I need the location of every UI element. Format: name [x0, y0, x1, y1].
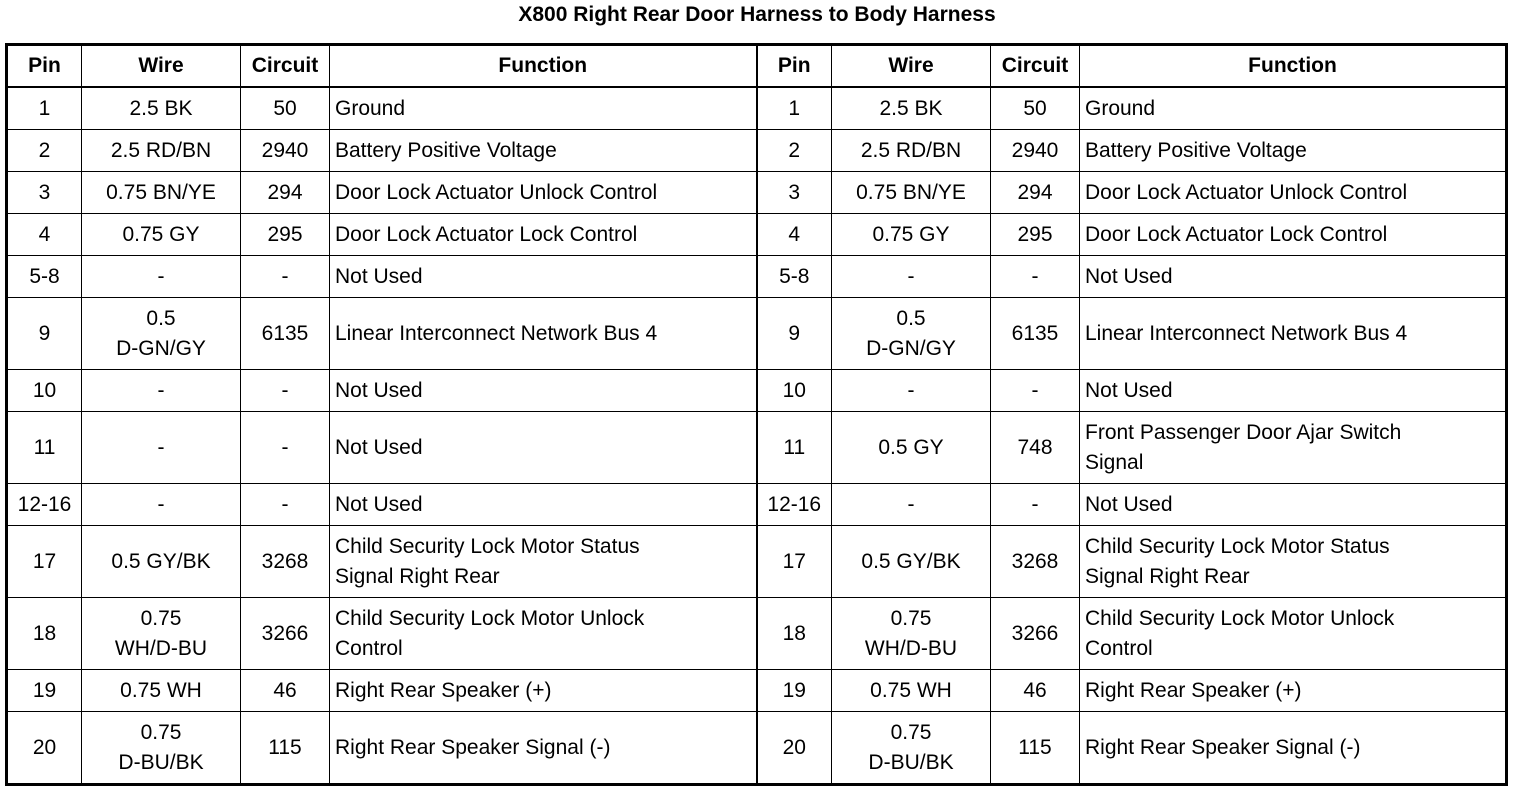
function-cell: Right Rear Speaker (+): [1080, 670, 1507, 712]
circuit-cell: 6135: [991, 298, 1080, 370]
table-row: [7, 214, 1507, 256]
function-cell: Ground: [1080, 87, 1507, 130]
circuit-cell: -: [241, 412, 330, 484]
circuit-cell: 3268: [241, 526, 330, 598]
wire-cell: 0.5 D-GN/GY: [82, 298, 241, 370]
circuit-cell: 295: [241, 214, 330, 256]
circuit-cell: 46: [241, 670, 330, 712]
pin-cell: 4: [757, 214, 832, 256]
function-cell: Right Rear Speaker Signal (-): [330, 712, 757, 785]
wire-cell: 2.5 RD/BN: [832, 130, 991, 172]
wire-cell: 0.75 BN/YE: [832, 172, 991, 214]
pin-cell: 2: [757, 130, 832, 172]
wire-cell: 0.5 GY/BK: [82, 526, 241, 598]
table-row: [7, 598, 1507, 670]
function-cell: Not Used: [330, 412, 757, 484]
col-header-wire: Wire: [832, 45, 991, 88]
circuit-cell: -: [991, 484, 1080, 526]
wire-cell: 0.5 D-GN/GY: [832, 298, 991, 370]
pin-cell: 18: [7, 598, 82, 670]
function-cell: Child Security Lock Motor Unlock Control: [1080, 598, 1507, 670]
function-cell: Linear Interconnect Network Bus 4: [1080, 298, 1507, 370]
table-row: [7, 412, 1507, 484]
col-header-function: Function: [330, 45, 757, 88]
pin-cell: 17: [7, 526, 82, 598]
col-header-pin: Pin: [757, 45, 832, 88]
wire-cell: 0.5 GY/BK: [832, 526, 991, 598]
wire-cell: 2.5 RD/BN: [82, 130, 241, 172]
col-header-circuit: Circuit: [991, 45, 1080, 88]
circuit-cell: 115: [991, 712, 1080, 785]
pin-cell: 18: [757, 598, 832, 670]
wire-cell: 2.5 BK: [82, 87, 241, 130]
wire-cell: -: [82, 370, 241, 412]
table-row: [7, 172, 1507, 214]
pin-cell: 2: [7, 130, 82, 172]
circuit-cell: 46: [991, 670, 1080, 712]
circuit-cell: 295: [991, 214, 1080, 256]
wire-cell: 0.75 WH/D-BU: [832, 598, 991, 670]
function-cell: Not Used: [330, 484, 757, 526]
pin-cell: 20: [7, 712, 82, 785]
function-cell: Right Rear Speaker Signal (-): [1080, 712, 1507, 785]
pin-cell: 12-16: [7, 484, 82, 526]
pin-cell: 10: [7, 370, 82, 412]
circuit-cell: 2940: [991, 130, 1080, 172]
circuit-cell: 748: [991, 412, 1080, 484]
col-header-function: Function: [1080, 45, 1507, 88]
pin-cell: 10: [757, 370, 832, 412]
col-header-wire: Wire: [82, 45, 241, 88]
wire-cell: -: [82, 412, 241, 484]
pin-cell: 5-8: [757, 256, 832, 298]
table-row: [7, 256, 1507, 298]
function-cell: Not Used: [330, 256, 757, 298]
function-cell: Child Security Lock Motor Status Signal Right Rear: [330, 526, 757, 598]
pin-cell: 9: [7, 298, 82, 370]
function-cell: Battery Positive Voltage: [330, 130, 757, 172]
circuit-cell: -: [991, 256, 1080, 298]
pin-cell: 3: [7, 172, 82, 214]
wire-cell: -: [832, 370, 991, 412]
pin-cell: 19: [7, 670, 82, 712]
pin-cell: 9: [757, 298, 832, 370]
wire-cell: 0.5 GY: [832, 412, 991, 484]
circuit-cell: -: [991, 370, 1080, 412]
wire-cell: 0.75 WH: [82, 670, 241, 712]
pin-cell: 1: [757, 87, 832, 130]
function-cell: Ground: [330, 87, 757, 130]
function-cell: Battery Positive Voltage: [1080, 130, 1507, 172]
wire-cell: 2.5 BK: [832, 87, 991, 130]
function-cell: Door Lock Actuator Lock Control: [330, 214, 757, 256]
circuit-cell: 50: [241, 87, 330, 130]
pin-cell: 12-16: [757, 484, 832, 526]
pin-cell: 4: [7, 214, 82, 256]
circuit-cell: 3266: [991, 598, 1080, 670]
circuit-cell: -: [241, 256, 330, 298]
function-cell: Child Security Lock Motor Status Signal Right Rear: [1080, 526, 1507, 598]
table-title: X800 Right Rear Door Harness to Body Harness: [518, 3, 996, 26]
function-cell: Front Passenger Door Ajar Switch Signal: [1080, 412, 1507, 484]
function-cell: Not Used: [1080, 484, 1507, 526]
circuit-cell: 2940: [241, 130, 330, 172]
pin-cell: 19: [757, 670, 832, 712]
wire-cell: 0.75 GY: [832, 214, 991, 256]
pin-cell: 17: [757, 526, 832, 598]
col-header-circuit: Circuit: [241, 45, 330, 88]
function-cell: Not Used: [330, 370, 757, 412]
function-cell: Right Rear Speaker (+): [330, 670, 757, 712]
table-row: [7, 130, 1507, 172]
function-cell: Not Used: [1080, 256, 1507, 298]
function-cell: Door Lock Actuator Unlock Control: [330, 172, 757, 214]
wire-cell: 0.75 WH: [832, 670, 991, 712]
circuit-cell: 6135: [241, 298, 330, 370]
pin-cell: 5-8: [7, 256, 82, 298]
pin-cell: 1: [7, 87, 82, 130]
wire-cell: 0.75 D-BU/BK: [832, 712, 991, 785]
table-row: [7, 87, 1507, 130]
table-row: [7, 712, 1507, 785]
circuit-cell: 3266: [241, 598, 330, 670]
circuit-cell: 294: [991, 172, 1080, 214]
header-row: [7, 45, 1507, 88]
wire-cell: 0.75 BN/YE: [82, 172, 241, 214]
table-row: [7, 484, 1507, 526]
connector-pinout-table: [5, 43, 1508, 786]
circuit-cell: 3268: [991, 526, 1080, 598]
function-cell: Child Security Lock Motor Unlock Control: [330, 598, 757, 670]
circuit-cell: 50: [991, 87, 1080, 130]
wire-cell: 0.75 WH/D-BU: [82, 598, 241, 670]
col-header-pin: Pin: [7, 45, 82, 88]
circuit-cell: 115: [241, 712, 330, 785]
wire-cell: -: [82, 256, 241, 298]
wire-cell: -: [82, 484, 241, 526]
circuit-cell: -: [241, 484, 330, 526]
table-row: [7, 370, 1507, 412]
function-cell: Door Lock Actuator Unlock Control: [1080, 172, 1507, 214]
circuit-cell: 294: [241, 172, 330, 214]
wire-cell: -: [832, 256, 991, 298]
table-row: [7, 526, 1507, 598]
function-cell: Linear Interconnect Network Bus 4: [330, 298, 757, 370]
wire-cell: -: [832, 484, 991, 526]
pin-cell: 3: [757, 172, 832, 214]
function-cell: Door Lock Actuator Lock Control: [1080, 214, 1507, 256]
table-row: [7, 298, 1507, 370]
wire-cell: 0.75 GY: [82, 214, 241, 256]
wire-cell: 0.75 D-BU/BK: [82, 712, 241, 785]
pin-cell: 11: [7, 412, 82, 484]
table-row: [7, 670, 1507, 712]
function-cell: Not Used: [1080, 370, 1507, 412]
circuit-cell: -: [241, 370, 330, 412]
pin-cell: 20: [757, 712, 832, 785]
pin-cell: 11: [757, 412, 832, 484]
